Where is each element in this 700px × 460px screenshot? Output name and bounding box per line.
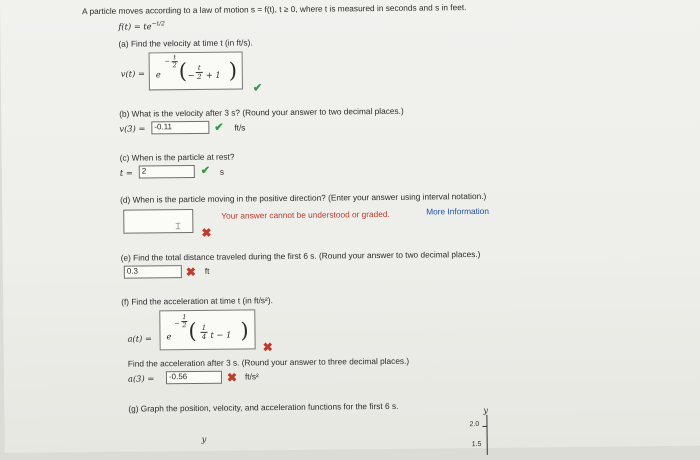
graph-tick-label: 2.0 [469, 421, 480, 429]
velocity-3-label: v(3) = [119, 123, 146, 134]
rest-time-unit: s [219, 166, 225, 177]
question-b: (b) What is the velocity after 3 s? (Round your answer to two decimal places.) [119, 105, 404, 119]
velocity-inner-num: t [196, 64, 203, 73]
question-d: (d) When is the particle moving in the positive direction? (Enter your answer using interval notation.) [120, 190, 487, 205]
velocity-close-paren: ) [228, 58, 238, 83]
acceleration-3-input[interactable]: -0.56 [166, 371, 222, 385]
acceleration-unit: ft/s² [244, 371, 259, 382]
velocity-open-paren: ( [178, 59, 188, 84]
velocity-inner-plus: + 1 [205, 69, 221, 80]
graph-y-label-left: y [201, 433, 207, 444]
velocity-3-input[interactable]: -0.11 [151, 121, 209, 135]
more-information-link[interactable]: More Information [426, 205, 490, 217]
problem-statement: A particle moves according to a law of motion s = f(t), t ≥ 0, where t is measured in seconds and s in feet. [82, 2, 467, 17]
check-icon: ✔ [252, 82, 263, 95]
question-g: (g) Graph the position, velocity, and acceleration functions for the first 6 s. [128, 400, 399, 414]
positive-direction-input[interactable] [123, 209, 193, 234]
distance-input[interactable]: 0.3 [124, 265, 182, 279]
acceleration-answer-box[interactable] [159, 309, 255, 350]
cross-icon: ✖ [201, 225, 212, 240]
acceleration-exp-num: 1 [182, 313, 187, 322]
acceleration-3-label: a(3) = [127, 373, 155, 384]
distance-unit: ft [204, 265, 210, 276]
acceleration-close-paren: ) [240, 318, 249, 343]
question-f2: Find the acceleration after 3 s. (Round your answer to three decimal places.) [127, 355, 410, 369]
cross-icon: ✖ [185, 264, 196, 280]
feedback-message: Your answer cannot be understood or graded. [221, 208, 390, 221]
acceleration-exp-minus: − [174, 319, 180, 328]
graph-tick-label: 1.5 [471, 440, 482, 449]
question-c: (c) When is the particle at rest? [119, 151, 235, 163]
velocity-exp-num: t [173, 53, 176, 62]
question-e: (e) Find the total distance traveled during the first 6 s. (Round your answer to two decimal places.) [120, 248, 481, 263]
acceleration-label: a(t) = [127, 333, 152, 344]
text-cursor-icon: ⌶ [175, 221, 181, 232]
function-definition: $f(t) = te^{-t/2}$ [118, 20, 165, 32]
question-a: (a) Find the velocity at time t (in ft/s). [118, 37, 253, 49]
acceleration-exp-den: 2 [182, 321, 187, 330]
graph-tick [482, 426, 487, 427]
acceleration-e: e [166, 331, 172, 342]
rest-time-input[interactable]: 2 [139, 165, 195, 179]
acceleration-inner-den: 4 [201, 332, 207, 341]
acceleration-inner-tail: t − 1 [210, 329, 232, 340]
velocity-inner-den: 2 [197, 72, 202, 81]
cross-icon: ✖ [226, 370, 238, 385]
graph-y-axis [486, 415, 487, 455]
velocity-inner-minus: − [187, 69, 195, 81]
acceleration-inner-num: 1 [201, 323, 207, 332]
check-icon: ✔ [214, 121, 224, 134]
velocity-exp-den: 2 [172, 61, 177, 70]
rest-time-label: t = [119, 167, 133, 178]
velocity-label: v(t) = [120, 68, 145, 79]
cross-icon: ✖ [262, 340, 273, 355]
velocity-unit: ft/s [234, 122, 246, 133]
velocity-e: e [155, 69, 161, 80]
check-icon: ✔ [200, 164, 211, 177]
velocity-answer-box[interactable] [149, 51, 243, 90]
velocity-exp-minus: − [164, 57, 171, 66]
acceleration-open-paren: ( [188, 318, 197, 344]
question-f: (f) Find the acceleration at time t (in ft/s²). [121, 295, 273, 307]
graph-y-label-right: y [483, 404, 489, 415]
